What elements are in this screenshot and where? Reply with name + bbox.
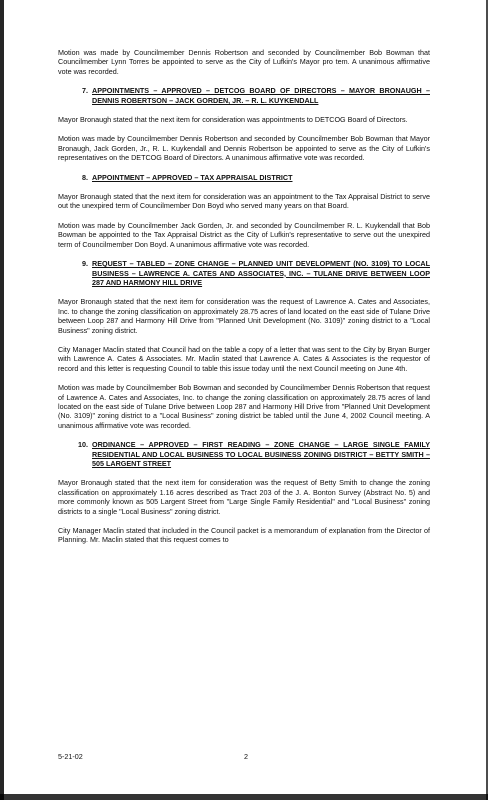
item-title: APPOINTMENTS – APPROVED – DETCOG BOARD OF DIRECTORS – MAYOR BRONAUGH – DENNIS ROBERTSON – JACK GORDEN, JR. – R. L. KUYKENDALL <box>92 86 430 105</box>
page-number: 2 <box>244 752 248 761</box>
item-7-paragraph-2: Motion was made by Councilmember Dennis Robertson and seconded by Councilmember Bob Bowman that Mayor Bronaugh, Jack Gorden, Jr., R. L. Kuykendall and Dennis Robertson be appointed to serve as the City of Lufkin's representatives on the DETCOG Board of Directors. A unanimous affirmative vote was recorded. <box>58 134 430 163</box>
agenda-item-8 <box>58 173 430 182</box>
item-9-paragraph-2: City Manager Maclin stated that Council had on the table a copy of a letter that was sent to the City by Bryan Burger with Lawrence A. Cates & Associates. Mr. Maclin stated that Lawrence A. Cates & Associates is the requestor of record and this letter is requesting Council to table this issue today until the next Council meeting on June 4th. <box>58 344 430 373</box>
item-title: ORDINANCE – APPROVED – FIRST READING – ZONE CHANGE – LARGE SINGLE FAMILY RESIDENTIAL AND LOCAL BUSINESS TO LOCAL BUSINESS ZONING DISTRICT – BETTY SMITH – 505 LARGENT STREET <box>92 440 430 468</box>
page-footer <box>58 752 430 761</box>
item-8-paragraph-1: Mayor Bronaugh stated that the next item for consideration was an appointment to the Tax Appraisal District to serve out the unexpired term of Councilmember Don Boyd who served many years on that Board. <box>58 192 430 211</box>
item-9-paragraph-1: Mayor Bronaugh stated that the next item for consideration was the request of Lawrence A. Cates and Associates, Inc. to change the zoning classification on approximately 28.75 acres of land located on the east side of Tulane Drive between Loop 287 and Harmony Hill Drive from "Planned Unit Development (No. 3109)" zoning district to a "Local Business" zoning district. <box>58 297 430 335</box>
scan-edge-left <box>0 0 4 800</box>
agenda-item-10 <box>58 440 430 468</box>
item-number: 10. <box>78 440 88 450</box>
mayor-pro-tem-motion: Motion was made by Councilmember Dennis Robertson and seconded by Councilmember Bob Bowman that Councilmember Lynn Torres be appointed to serve as the City of Lufkin's Mayor pro tem. A unanimous affirmative vote was recorded. <box>58 48 430 76</box>
agenda-item-7 <box>58 86 430 105</box>
item-10-paragraph-1: Mayor Bronaugh stated that the next item for consideration was the request of Betty Smith to change the zoning classification on approximately 1.16 acres described as Tract 203 of the J. A. Bonton Survey (Abstract No. 5) and more commonly known as 505 Largent Street from "Large Single Family Residential" and "Local Business" zoning districts to a single "Local Business" zoning district. <box>58 478 430 516</box>
item-7-paragraph-1: Mayor Bronaugh stated that the next item for consideration was appointments to DETCOG Board of Directors. <box>58 115 408 125</box>
item-8-paragraph-2: Motion was made by Councilmember Jack Gorden, Jr. and seconded by Councilmember R. L. Kuykendall that Bob Bowman be appointed to the Tax Appraisal District as the City of Lufkin's representative to serve out the unexpired term of Councilmember Don Boyd. A unanimous affirmative vote was recorded. <box>58 220 430 249</box>
agenda-item-9 <box>58 259 430 287</box>
item-title: APPOINTMENT – APPROVED – TAX APPRAISAL DISTRICT <box>92 172 293 182</box>
item-number: 7. <box>82 86 88 96</box>
item-9-paragraph-3: Motion was made by Councilmember Bob Bowman and seconded by Councilmember Dennis Robertson that request of Lawrence A. Cates and Associates, Inc. to change the zoning classification on approximately 28.75 acres of land located on the east side of Tulane Drive between Loop 287 and Harmony Hill Drive from "Planned Unit Development (No. 3109)" zoning district to a "Local Business" zoning district be tabled until the June 4, 2002 Council meeting. A unanimous affirmative vote was recorded. <box>58 383 430 430</box>
item-number: 9. <box>82 259 88 269</box>
item-number: 8. <box>82 172 88 182</box>
meeting-date: 5-21-02 <box>58 752 83 761</box>
scan-edge-bottom <box>0 794 488 800</box>
item-title: REQUEST – TABLED – ZONE CHANGE – PLANNED UNIT DEVELOPMENT (NO. 3109) TO LOCAL BUSINESS – LAWRENCE A. CATES AND ASSOCIATES, INC. – TULANE DRIVE BETWEEN LOOP 287 AND HARMONY HILL DRIVE <box>92 259 430 287</box>
item-10-paragraph-2: City Manager Maclin stated that included in the Council packet is a memorandum of explanation from the Director of Planning. Mr. Maclin stated that this request comes to <box>58 526 430 545</box>
minutes-page <box>58 48 430 555</box>
